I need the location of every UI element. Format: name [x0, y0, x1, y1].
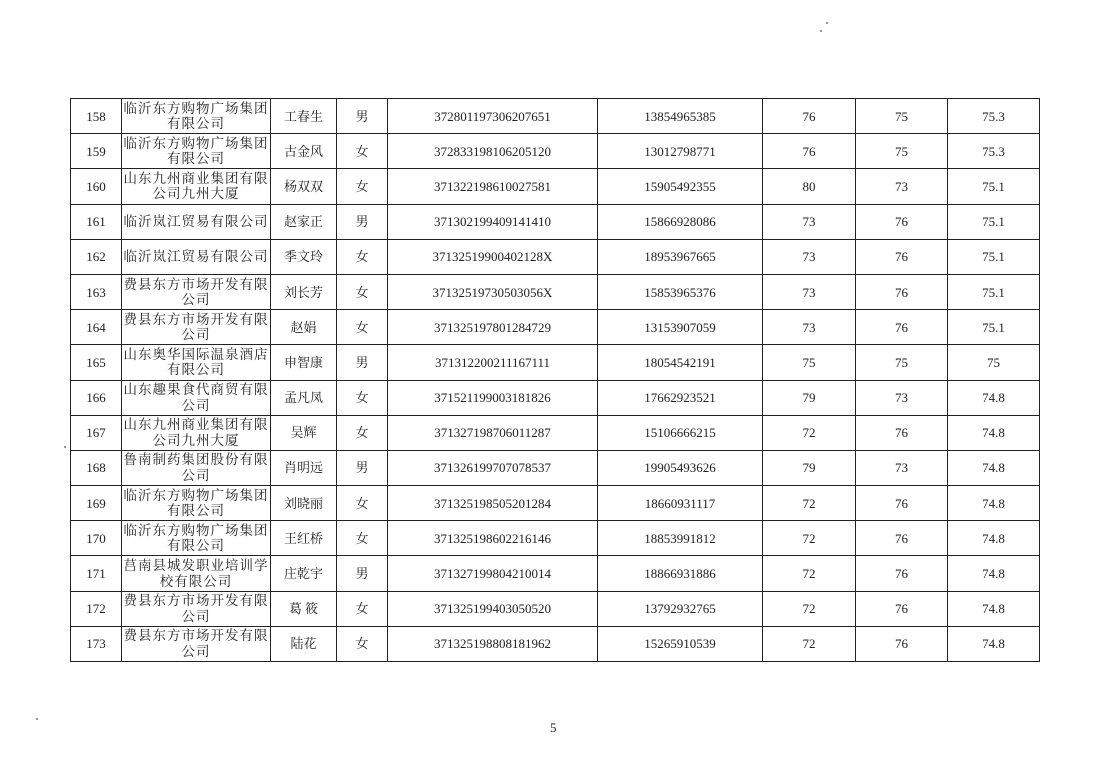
row-number: 171 — [71, 556, 122, 591]
table-row — [71, 591, 1040, 626]
id-number: 372833198106205120 — [388, 134, 598, 169]
score-theory: 73 — [763, 204, 856, 239]
id-number: 371327199804210014 — [388, 556, 598, 591]
total-score: 75.1 — [948, 274, 1040, 309]
phone-number: 13792932765 — [598, 591, 763, 626]
row-number: 173 — [71, 626, 122, 661]
company-name: 临沂东方购物广场集团有限公司 — [122, 99, 271, 134]
score-theory: 72 — [763, 626, 856, 661]
table-row — [71, 521, 1040, 556]
score-practice: 76 — [856, 486, 948, 521]
company-name: 鲁南制药集团股份有限公司 — [122, 450, 271, 485]
id-number: 371322198610027581 — [388, 169, 598, 204]
row-number: 172 — [71, 591, 122, 626]
phone-number: 15866928086 — [598, 204, 763, 239]
total-score: 75.3 — [948, 134, 1040, 169]
gender: 女 — [337, 521, 388, 556]
score-theory: 72 — [763, 486, 856, 521]
gender: 女 — [337, 169, 388, 204]
gender: 女 — [337, 310, 388, 345]
score-theory: 73 — [763, 310, 856, 345]
table-row — [71, 99, 1040, 134]
person-name: 葛 筱 — [271, 591, 337, 626]
score-practice: 73 — [856, 380, 948, 415]
score-theory: 72 — [763, 415, 856, 450]
score-theory: 76 — [763, 99, 856, 134]
table-row — [71, 380, 1040, 415]
table-row — [71, 450, 1040, 485]
id-number: 371325198602216146 — [388, 521, 598, 556]
table-row — [71, 310, 1040, 345]
row-number: 167 — [71, 415, 122, 450]
row-number: 168 — [71, 450, 122, 485]
score-practice: 75 — [856, 99, 948, 134]
row-number: 170 — [71, 521, 122, 556]
score-theory: 72 — [763, 521, 856, 556]
phone-number: 15106666215 — [598, 415, 763, 450]
person-name: 古金风 — [271, 134, 337, 169]
score-theory: 72 — [763, 591, 856, 626]
total-score: 74.8 — [948, 626, 1040, 661]
table-row — [71, 415, 1040, 450]
total-score: 74.8 — [948, 556, 1040, 591]
score-practice: 76 — [856, 310, 948, 345]
score-theory: 72 — [763, 556, 856, 591]
score-practice: 73 — [856, 450, 948, 485]
gender: 女 — [337, 486, 388, 521]
phone-number: 15853965376 — [598, 274, 763, 309]
table-row — [71, 134, 1040, 169]
company-name: 山东奥华国际温泉酒店有限公司 — [122, 345, 271, 380]
person-name: 刘长芳 — [271, 274, 337, 309]
person-name: 吴辉 — [271, 415, 337, 450]
company-name: 山东九州商业集团有限公司九州大厦 — [122, 415, 271, 450]
row-number: 162 — [71, 239, 122, 274]
gender: 女 — [337, 134, 388, 169]
table-row — [71, 274, 1040, 309]
company-name: 临沂岚江贸易有限公司 — [122, 239, 271, 274]
gender: 女 — [337, 274, 388, 309]
row-number: 160 — [71, 169, 122, 204]
gender: 男 — [337, 556, 388, 591]
phone-number: 13854965385 — [598, 99, 763, 134]
person-name: 赵娟 — [271, 310, 337, 345]
company-name: 莒南县城发职业培训学校有限公司 — [122, 556, 271, 591]
row-number: 166 — [71, 380, 122, 415]
gender: 女 — [337, 591, 388, 626]
company-name: 临沂东方购物广场集团有限公司 — [122, 486, 271, 521]
row-number: 161 — [71, 204, 122, 239]
id-number: 371521199003181826 — [388, 380, 598, 415]
score-practice: 75 — [856, 345, 948, 380]
score-practice: 76 — [856, 274, 948, 309]
gender: 男 — [337, 345, 388, 380]
total-score: 75.1 — [948, 204, 1040, 239]
total-score: 74.8 — [948, 415, 1040, 450]
company-name: 临沂东方购物广场集团有限公司 — [122, 134, 271, 169]
phone-number: 19905493626 — [598, 450, 763, 485]
score-theory: 79 — [763, 450, 856, 485]
total-score: 75.3 — [948, 99, 1040, 134]
phone-number: 15905492355 — [598, 169, 763, 204]
gender: 女 — [337, 380, 388, 415]
score-practice: 76 — [856, 204, 948, 239]
person-name: 工春生 — [271, 99, 337, 134]
id-number: 371325198808181962 — [388, 626, 598, 661]
id-number: 371326199707078537 — [388, 450, 598, 485]
company-name: 临沂岚江贸易有限公司 — [122, 204, 271, 239]
person-name: 赵家正 — [271, 204, 337, 239]
gender: 男 — [337, 204, 388, 239]
row-number: 163 — [71, 274, 122, 309]
scan-speck — [826, 22, 828, 24]
gender: 男 — [337, 99, 388, 134]
roster-table — [70, 98, 1040, 662]
id-number: 371302199409141410 — [388, 204, 598, 239]
score-theory: 75 — [763, 345, 856, 380]
id-number: 372801197306207651 — [388, 99, 598, 134]
company-name: 费县东方市场开发有限公司 — [122, 310, 271, 345]
id-number: 371327198706011287 — [388, 415, 598, 450]
company-name: 山东趣果食代商贸有限公司 — [122, 380, 271, 415]
score-practice: 76 — [856, 521, 948, 556]
total-score: 74.8 — [948, 380, 1040, 415]
score-practice: 75 — [856, 134, 948, 169]
person-name: 刘晓丽 — [271, 486, 337, 521]
total-score: 74.8 — [948, 591, 1040, 626]
phone-number: 13153907059 — [598, 310, 763, 345]
company-name: 费县东方市场开发有限公司 — [122, 626, 271, 661]
score-theory: 80 — [763, 169, 856, 204]
scan-speck — [64, 446, 66, 448]
person-name: 杨双双 — [271, 169, 337, 204]
total-score: 75.1 — [948, 239, 1040, 274]
score-practice: 76 — [856, 415, 948, 450]
table-row — [71, 556, 1040, 591]
person-name: 申智康 — [271, 345, 337, 380]
phone-number: 18660931117 — [598, 486, 763, 521]
phone-number: 18866931886 — [598, 556, 763, 591]
score-practice: 76 — [856, 239, 948, 274]
score-practice: 76 — [856, 591, 948, 626]
scan-speck — [36, 718, 38, 720]
row-number: 165 — [71, 345, 122, 380]
id-number: 371325198505201284 — [388, 486, 598, 521]
total-score: 74.8 — [948, 450, 1040, 485]
person-name: 王红桥 — [271, 521, 337, 556]
phone-number: 18953967665 — [598, 239, 763, 274]
gender: 女 — [337, 415, 388, 450]
table-row — [71, 486, 1040, 521]
row-number: 169 — [71, 486, 122, 521]
total-score: 74.8 — [948, 521, 1040, 556]
id-number: 371325197801284729 — [388, 310, 598, 345]
person-name: 陆花 — [271, 626, 337, 661]
total-score: 74.8 — [948, 486, 1040, 521]
score-practice: 76 — [856, 626, 948, 661]
gender: 女 — [337, 239, 388, 274]
row-number: 164 — [71, 310, 122, 345]
table-row — [71, 239, 1040, 274]
gender: 女 — [337, 626, 388, 661]
table-row — [71, 169, 1040, 204]
row-number: 159 — [71, 134, 122, 169]
score-practice: 73 — [856, 169, 948, 204]
gender: 男 — [337, 450, 388, 485]
table-row — [71, 626, 1040, 661]
id-number: 37132519900402128X — [388, 239, 598, 274]
score-theory: 73 — [763, 239, 856, 274]
score-theory: 73 — [763, 274, 856, 309]
total-score: 75.1 — [948, 169, 1040, 204]
phone-number: 18853991812 — [598, 521, 763, 556]
company-name: 费县东方市场开发有限公司 — [122, 591, 271, 626]
total-score: 75.1 — [948, 310, 1040, 345]
person-name: 肖明远 — [271, 450, 337, 485]
id-number: 37132519730503056X — [388, 274, 598, 309]
phone-number: 17662923521 — [598, 380, 763, 415]
id-number: 371325199403050520 — [388, 591, 598, 626]
id-number: 371312200211167111 — [388, 345, 598, 380]
company-name: 临沂东方购物广场集团有限公司 — [122, 521, 271, 556]
person-name: 季文玲 — [271, 239, 337, 274]
score-practice: 76 — [856, 556, 948, 591]
phone-number: 13012798771 — [598, 134, 763, 169]
row-number: 158 — [71, 99, 122, 134]
company-name: 费县东方市场开发有限公司 — [122, 274, 271, 309]
score-theory: 79 — [763, 380, 856, 415]
phone-number: 15265910539 — [598, 626, 763, 661]
person-name: 庄乾宇 — [271, 556, 337, 591]
table-row — [71, 345, 1040, 380]
scan-speck — [820, 30, 822, 32]
page-number: 5 — [550, 720, 557, 735]
phone-number: 18054542191 — [598, 345, 763, 380]
total-score: 75 — [948, 345, 1040, 380]
company-name: 山东九州商业集团有限公司九州大厦 — [122, 169, 271, 204]
person-name: 孟凡凤 — [271, 380, 337, 415]
score-theory: 76 — [763, 134, 856, 169]
table-row — [71, 204, 1040, 239]
